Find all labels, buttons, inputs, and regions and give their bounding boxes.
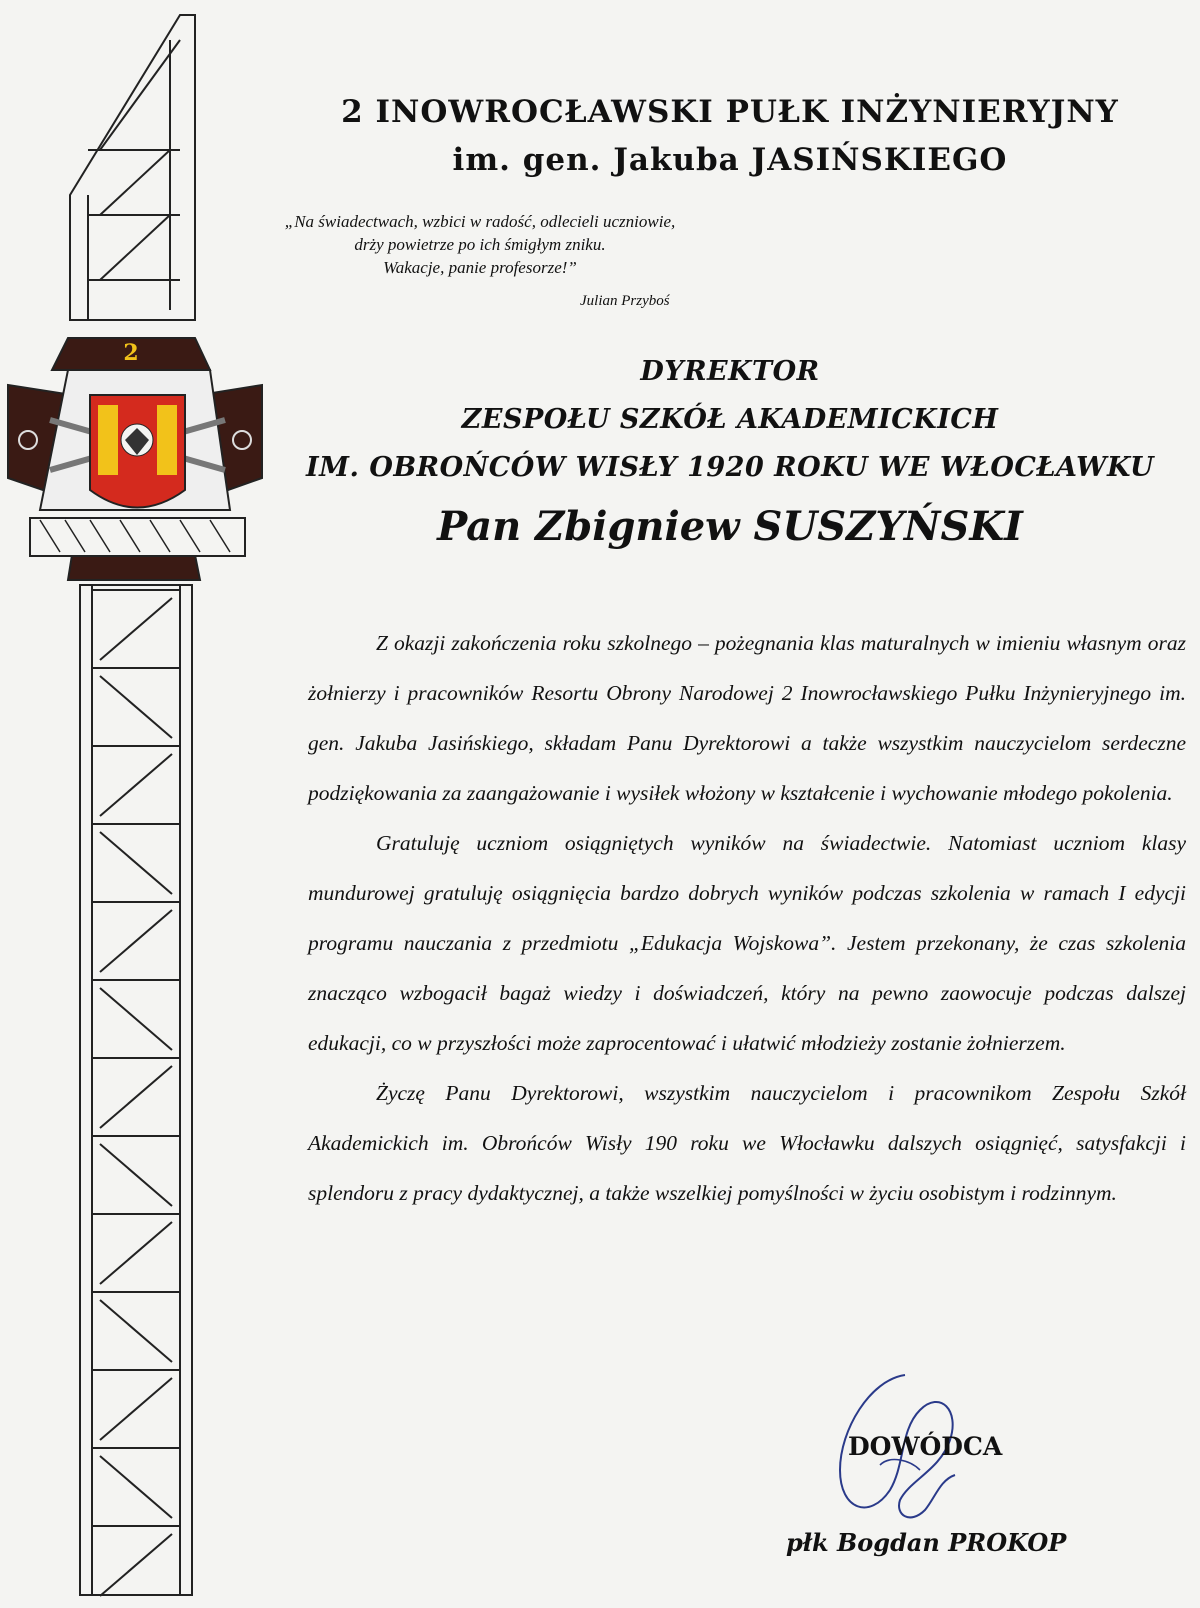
addressee-school: ZESPOŁU SZKÓŁ AKADEMICKICH [461, 404, 999, 435]
epigraph-line: Wakacje, panie profesorze!” [383, 258, 577, 277]
epigraph-author: Julian Przyboś [580, 293, 670, 309]
unit-patron: im. gen. Jakuba JASIŃSKIEGO [452, 142, 1008, 178]
regiment-emblem [8, 338, 262, 580]
epigraph-line: „Na świadectwach, wzbici w radość, odlecieli uczniowie, [284, 212, 676, 231]
emblem-number: 2 [123, 340, 139, 366]
body-paragraph: Życzę Panu Dyrektorowi, wszystkim nauczycielom i pracownikom Zespołu Szkół Akademickich im. Obrońców Wisły 190 roku we Włocławku dalszych osiągnięć, satysfakcji i splendoru z pracy dydaktycznej, a także wszelkiej pomyślności w życiu osobistym i rodzinnym. [308, 1081, 1186, 1205]
unit-name: 2 INOWROCŁAWSKI PUŁK INŻYNIERYJNY [341, 94, 1119, 130]
body-paragraph: Gratuluję uczniom osiągniętych wyników na świadectwie. Natomiast uczniom klasy mundurowej gratuluję osiągnięcia bardzo dobrych wyników podczas szkolenia w ramach I edycji programu nauczania z przedmiotu „Edukacja Wojskowa”. Jestem przekonany, że czas szkolenia znacząco wzbogacił bagaż wiedzy i doświadczeń, który na pewno zaowocuje podczas dalszej edukacji, co w przyszłości może zaprocentować i ułatwić młodzieży zostanie żołnierzem. [308, 831, 1186, 1055]
signatory-name: płk Bogdan PROKOP [786, 1528, 1067, 1557]
epigraph-line: drży powietrze po ich śmigłym zniku. [354, 235, 606, 254]
signatory-title: DOWÓDCA [848, 1432, 1003, 1461]
letter-body [308, 618, 1186, 1218]
addressee-block [270, 348, 1190, 560]
letterhead [270, 88, 1190, 184]
addressee-school-full: IM. OBROŃCÓW WISŁY 1920 ROKU WE WŁOCŁAWKU [306, 452, 1154, 483]
addressee-name: Pan Zbigniew SUSZYŃSKI [437, 503, 1023, 550]
addressee-title: DYREKTOR [640, 356, 820, 387]
body-paragraph: Z okazji zakończenia roku szkolnego – pożegnania klas maturalnych w imieniu własnym oraz żołnierzy i pracowników Resortu Obrony Narodowej 2 Inowrocławskiego Pułku Inżynieryjnego im. gen. Jakuba Jasińskiego, składam Panu Dyrektorowi a także wszystkim nauczycielom serdeczne podziękowania za zaangażowanie i wysiłek włożony w kształcenie i wychowanie młodego pokolenia. [308, 631, 1186, 805]
epigraph [240, 210, 720, 279]
